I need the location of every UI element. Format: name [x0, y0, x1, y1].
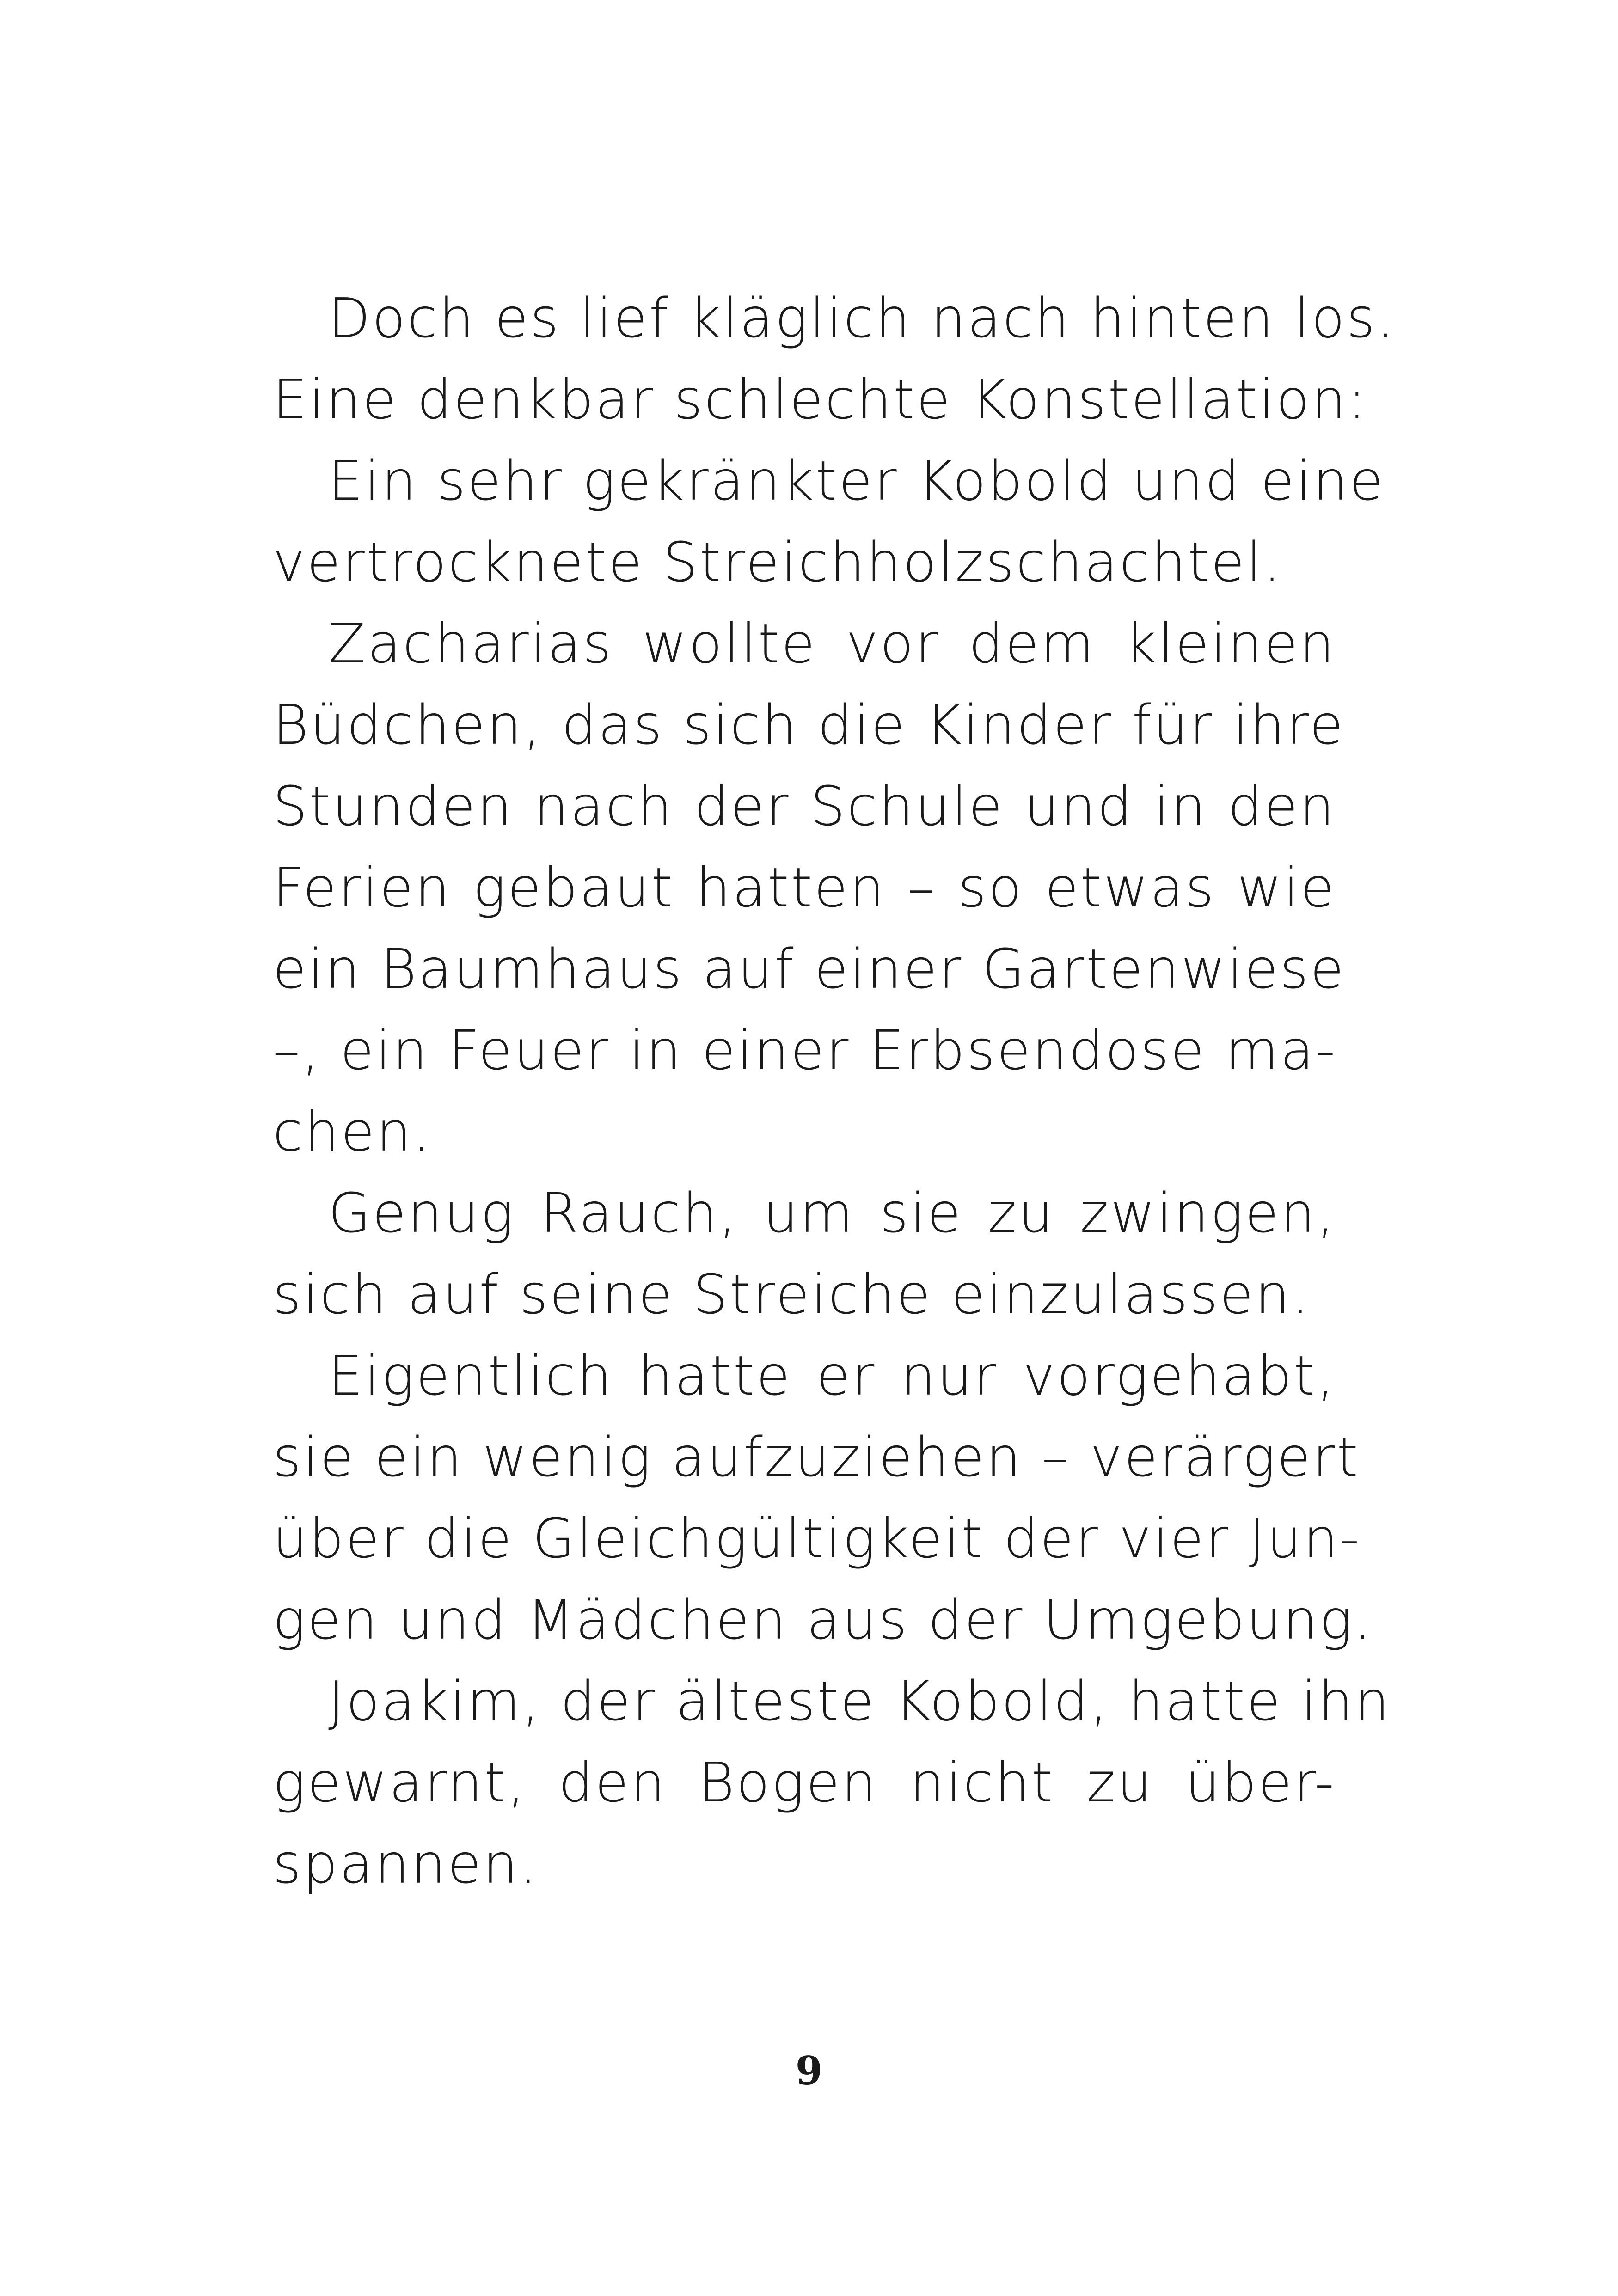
- paragraph: [273, 277, 1396, 440]
- text-line: –, ein Feuer in einer Erbsendose ma-: [273, 1018, 1337, 1082]
- text-line: Ferien gebaut hatten – so etwas wie: [273, 856, 1336, 919]
- paragraph: [273, 440, 1385, 603]
- paragraph: [273, 1660, 1391, 1904]
- paragraph: [273, 1172, 1336, 1335]
- text-line: sie ein wenig aufzuziehen – verärgert: [273, 1425, 1360, 1489]
- text-line: Eigentlich hatte er nur vorgehabt,: [328, 1344, 1336, 1408]
- text-line: Zacharias wollte vor dem kleinen: [328, 612, 1336, 675]
- text-line: Eine denkbar schlechte Konstellation:: [273, 367, 1368, 431]
- text-line: gen und Mädchen aus der Umgebung.: [273, 1588, 1373, 1652]
- text-line: ein Baumhaus auf einer Gartenwiese: [273, 937, 1346, 1001]
- text-line: Ein sehr gekränkter Kobold und eine: [328, 449, 1385, 513]
- text-line: gewarnt, den Bogen nicht zu über-: [273, 1751, 1336, 1814]
- text-line: über die Gleichgültigkeit der vier Jun-: [273, 1506, 1361, 1570]
- paragraph: [273, 1335, 1373, 1660]
- text-line: spannen.: [273, 1832, 539, 1896]
- body-text: [273, 277, 1396, 1904]
- text-line: sich auf seine Streiche einzulassen.: [273, 1262, 1311, 1326]
- text-line: Stunden nach der Schule und in den: [273, 774, 1336, 838]
- text-line: Joakim, der älteste Kobold, hatte ihn: [328, 1669, 1391, 1733]
- text-line: Genug Rauch, um sie zu zwingen,: [328, 1181, 1336, 1245]
- paragraph: [273, 603, 1346, 1172]
- text-line: vertrocknete Streichholzschachtel.: [273, 530, 1283, 594]
- text-line: Doch es lief kläglich nach hinten los.: [328, 286, 1396, 350]
- text-line: Büdchen, das sich die Kinder für ihre: [273, 693, 1345, 757]
- text-line: chen.: [273, 1100, 432, 1163]
- page-number: 9: [795, 2048, 823, 2094]
